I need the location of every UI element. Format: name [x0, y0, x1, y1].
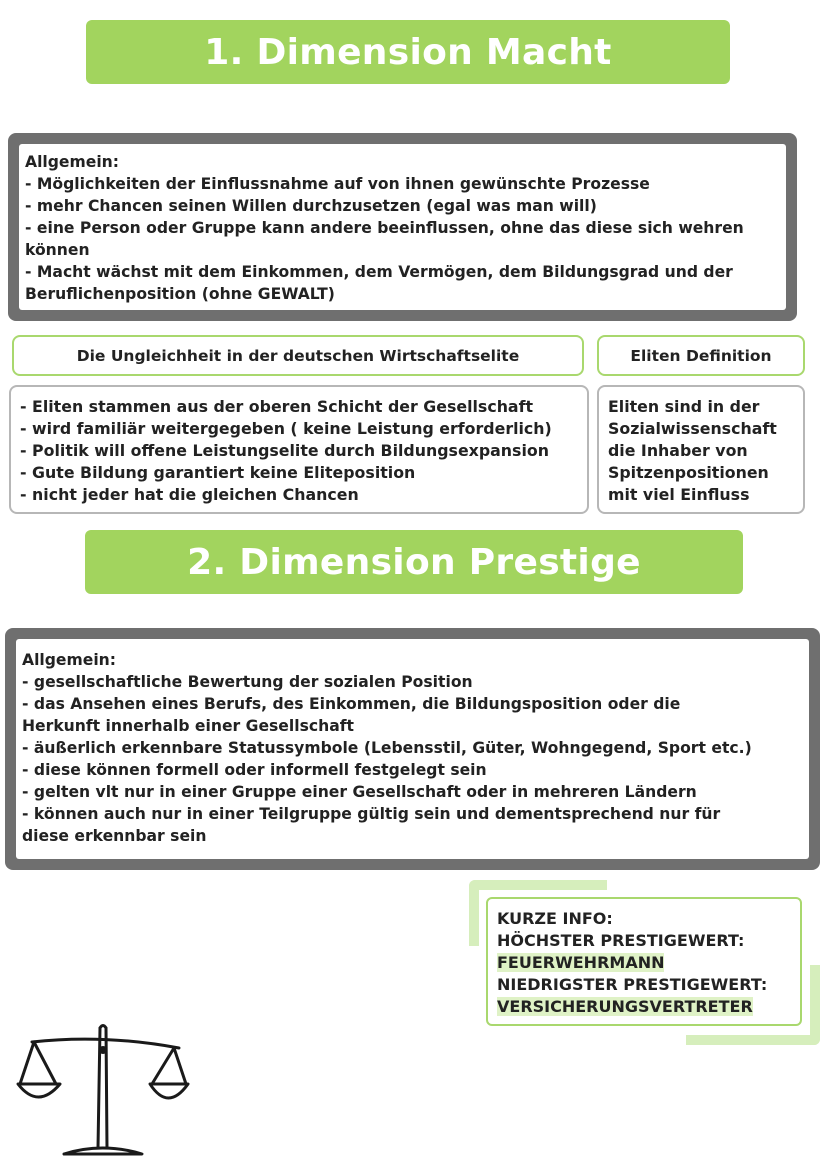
text-line: - können auch nur in einer Teilgruppe gültig sein und dementsprechend nur für	[22, 805, 721, 823]
section2-banner	[85, 530, 743, 594]
text-line: - äußerlich erkennbare Statussymbole (Lebensstil, Güter, Wohngegend, Sport etc.)	[22, 739, 752, 757]
section1-banner	[86, 20, 730, 84]
text-line: - eine Person oder Gruppe kann andere beeinflussen, ohne das diese sich wehren	[25, 219, 744, 237]
text-line: - das Ansehen eines Berufs, des Einkommen, die Bildungsposition oder die	[22, 695, 681, 713]
text-line: - Eliten stammen aus der oberen Schicht der Gesellschaft	[20, 397, 534, 416]
macht-general-text	[25, 151, 786, 305]
text-line: - Gute Bildung garantiert keine Eliteposition	[20, 463, 416, 482]
section1-title: 1. Dimension Macht	[204, 31, 612, 73]
text-line: - gelten vlt nur in einer Gruppe einer Gesellschaft oder in mehreren Ländern	[22, 783, 697, 801]
text-line: - diese können formell oder informell festgelegt sein	[22, 761, 487, 779]
text-line: Herkunft innerhalb einer Gesellschaft	[22, 717, 354, 735]
text-line: - nicht jeder hat die gleichen Chancen	[20, 485, 359, 504]
info-lowest-value: VERSICHERUNGSVERTRETER	[497, 997, 753, 1016]
text-line: können	[25, 241, 90, 259]
info-card	[486, 897, 802, 1026]
definition-box	[597, 385, 805, 514]
definition-heading	[597, 335, 805, 376]
section2-title: 2. Dimension Prestige	[187, 541, 641, 583]
text-line: die Inhaber von	[608, 441, 748, 460]
info-highest-value: FEUERWEHRMANN	[497, 953, 665, 972]
text-line: - Möglichkeiten der Einflussnahme auf von ihnen gewünschte Prozesse	[25, 175, 650, 193]
info-lowest-label: NIEDRIGSTER PRESTIGEWERT:	[497, 975, 768, 994]
macht-general-frame	[8, 133, 797, 321]
text-line: - wird familiär weitergegeben ( keine Leistung erforderlich)	[20, 419, 552, 438]
text-line: Eliten sind in der	[608, 397, 760, 416]
text-line: - Macht wächst mit dem Einkommen, dem Vermögen, dem Bildungsgrad und der	[25, 263, 733, 281]
balance-scale-icon	[14, 1020, 194, 1160]
text-line: mit viel Einfluss	[608, 485, 750, 504]
text-line: Allgemein:	[25, 153, 120, 171]
info-title: KURZE INFO:	[497, 909, 613, 928]
text-line: - Politik will offene Leistungselite durch Bildungsexpansion	[20, 441, 549, 460]
prestige-general-frame	[5, 628, 820, 870]
inequality-heading	[12, 335, 584, 376]
text-line: diese erkennbar sein	[22, 827, 207, 845]
inequality-box	[9, 385, 589, 514]
text-line: - mehr Chancen seinen Willen durchzusetzen (egal was man will)	[25, 197, 597, 215]
text-line: Sozialwissenschaft	[608, 419, 777, 438]
text-line: Allgemein:	[22, 651, 117, 669]
inequality-heading-text: Die Ungleichheit in der deutschen Wirtschaftselite	[76, 346, 520, 365]
text-line: Spitzenpositionen	[608, 463, 769, 482]
text-line: Beruflichenposition (ohne GEWALT)	[25, 285, 335, 303]
info-highest-label: HÖCHSTER PRESTIGEWERT:	[497, 931, 745, 950]
prestige-general-text	[22, 649, 809, 847]
definition-heading-text: Eliten Definition	[630, 346, 772, 365]
text-line: - gesellschaftliche Bewertung der sozialen Position	[22, 673, 473, 691]
